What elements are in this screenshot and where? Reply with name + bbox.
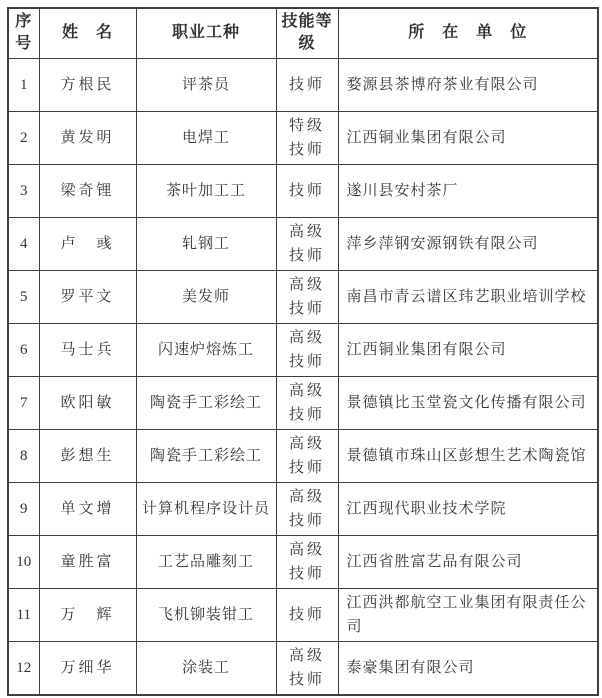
- table-row: [8, 429, 598, 482]
- cell-skill-level: 高级技师: [276, 323, 338, 376]
- cell-serial-number: 12: [8, 641, 39, 695]
- header-occupation: 职业工种: [136, 8, 276, 58]
- cell-skill-level: 高级技师: [276, 641, 338, 695]
- cell-name: 童胜富: [39, 535, 136, 588]
- cell-occupation: 电焊工: [136, 111, 276, 164]
- cell-serial-number: 11: [8, 588, 39, 641]
- table-row: [8, 111, 598, 164]
- cell-skill-level: 特级技师: [276, 111, 338, 164]
- cell-name: 万细华: [39, 641, 136, 695]
- cell-organization: 遂川县安村茶厂: [338, 164, 598, 217]
- cell-occupation: 陶瓷手工彩绘工: [136, 376, 276, 429]
- cell-occupation: 评茶员: [136, 58, 276, 111]
- cell-occupation: 工艺品雕刻工: [136, 535, 276, 588]
- table-row: [8, 270, 598, 323]
- table-row: [8, 641, 598, 695]
- cell-skill-level: 技师: [276, 588, 338, 641]
- table-row: [8, 217, 598, 270]
- table-row: [8, 482, 598, 535]
- cell-occupation: 轧钢工: [136, 217, 276, 270]
- table-row: [8, 376, 598, 429]
- cell-organization: 江西省胜富艺品有限公司: [338, 535, 598, 588]
- cell-name: 黄发明: [39, 111, 136, 164]
- cell-organization: 泰豪集团有限公司: [338, 641, 598, 695]
- cell-organization: 景德镇市珠山区彭想生艺术陶瓷馆: [338, 429, 598, 482]
- cell-skill-level: 高级技师: [276, 376, 338, 429]
- table-row: [8, 58, 598, 111]
- cell-occupation: 闪速炉熔炼工: [136, 323, 276, 376]
- cell-serial-number: 4: [8, 217, 39, 270]
- cell-occupation: 陶瓷手工彩绘工: [136, 429, 276, 482]
- cell-serial-number: 8: [8, 429, 39, 482]
- cell-organization: 江西铜业集团有限公司: [338, 111, 598, 164]
- cell-serial-number: 3: [8, 164, 39, 217]
- technician-roster-table: [7, 7, 599, 696]
- header-name: 姓 名: [39, 8, 136, 58]
- table-row: [8, 588, 598, 641]
- cell-serial-number: 9: [8, 482, 39, 535]
- header-serial-number: 序号: [8, 8, 39, 58]
- cell-skill-level: 高级技师: [276, 535, 338, 588]
- cell-skill-level: 高级技师: [276, 270, 338, 323]
- cell-organization: 江西现代职业技术学院: [338, 482, 598, 535]
- cell-name: 欧阳敏: [39, 376, 136, 429]
- table-header-row: [8, 8, 598, 58]
- cell-name: 方根民: [39, 58, 136, 111]
- cell-organization: 景德镇比玉堂瓷文化传播有限公司: [338, 376, 598, 429]
- cell-organization: 江西洪都航空工业集团有限责任公司: [338, 588, 598, 641]
- cell-skill-level: 高级技师: [276, 482, 338, 535]
- cell-skill-level: 技师: [276, 58, 338, 111]
- cell-name: 梁奇锂: [39, 164, 136, 217]
- cell-name: 万 辉: [39, 588, 136, 641]
- cell-name: 罗平文: [39, 270, 136, 323]
- cell-skill-level: 高级技师: [276, 429, 338, 482]
- cell-organization: 南昌市青云谱区玮艺职业培训学校: [338, 270, 598, 323]
- cell-serial-number: 2: [8, 111, 39, 164]
- cell-name: 卢 彧: [39, 217, 136, 270]
- cell-organization: 萍乡萍钢安源钢铁有限公司: [338, 217, 598, 270]
- cell-occupation: 茶叶加工工: [136, 164, 276, 217]
- table-row: [8, 535, 598, 588]
- cell-serial-number: 1: [8, 58, 39, 111]
- cell-name: 单文增: [39, 482, 136, 535]
- cell-serial-number: 5: [8, 270, 39, 323]
- cell-occupation: 涂装工: [136, 641, 276, 695]
- cell-skill-level: 高级技师: [276, 217, 338, 270]
- header-organization: 所 在 单 位: [338, 8, 598, 58]
- table-row: [8, 323, 598, 376]
- header-skill-level: 技能等级: [276, 8, 338, 58]
- cell-serial-number: 10: [8, 535, 39, 588]
- table-row: [8, 164, 598, 217]
- cell-serial-number: 7: [8, 376, 39, 429]
- cell-name: 彭想生: [39, 429, 136, 482]
- cell-occupation: 计算机程序设计员: [136, 482, 276, 535]
- cell-organization: 江西铜业集团有限公司: [338, 323, 598, 376]
- cell-serial-number: 6: [8, 323, 39, 376]
- cell-skill-level: 技师: [276, 164, 338, 217]
- cell-occupation: 美发师: [136, 270, 276, 323]
- cell-name: 马士兵: [39, 323, 136, 376]
- cell-organization: 婺源县茶博府茶业有限公司: [338, 58, 598, 111]
- cell-occupation: 飞机铆装钳工: [136, 588, 276, 641]
